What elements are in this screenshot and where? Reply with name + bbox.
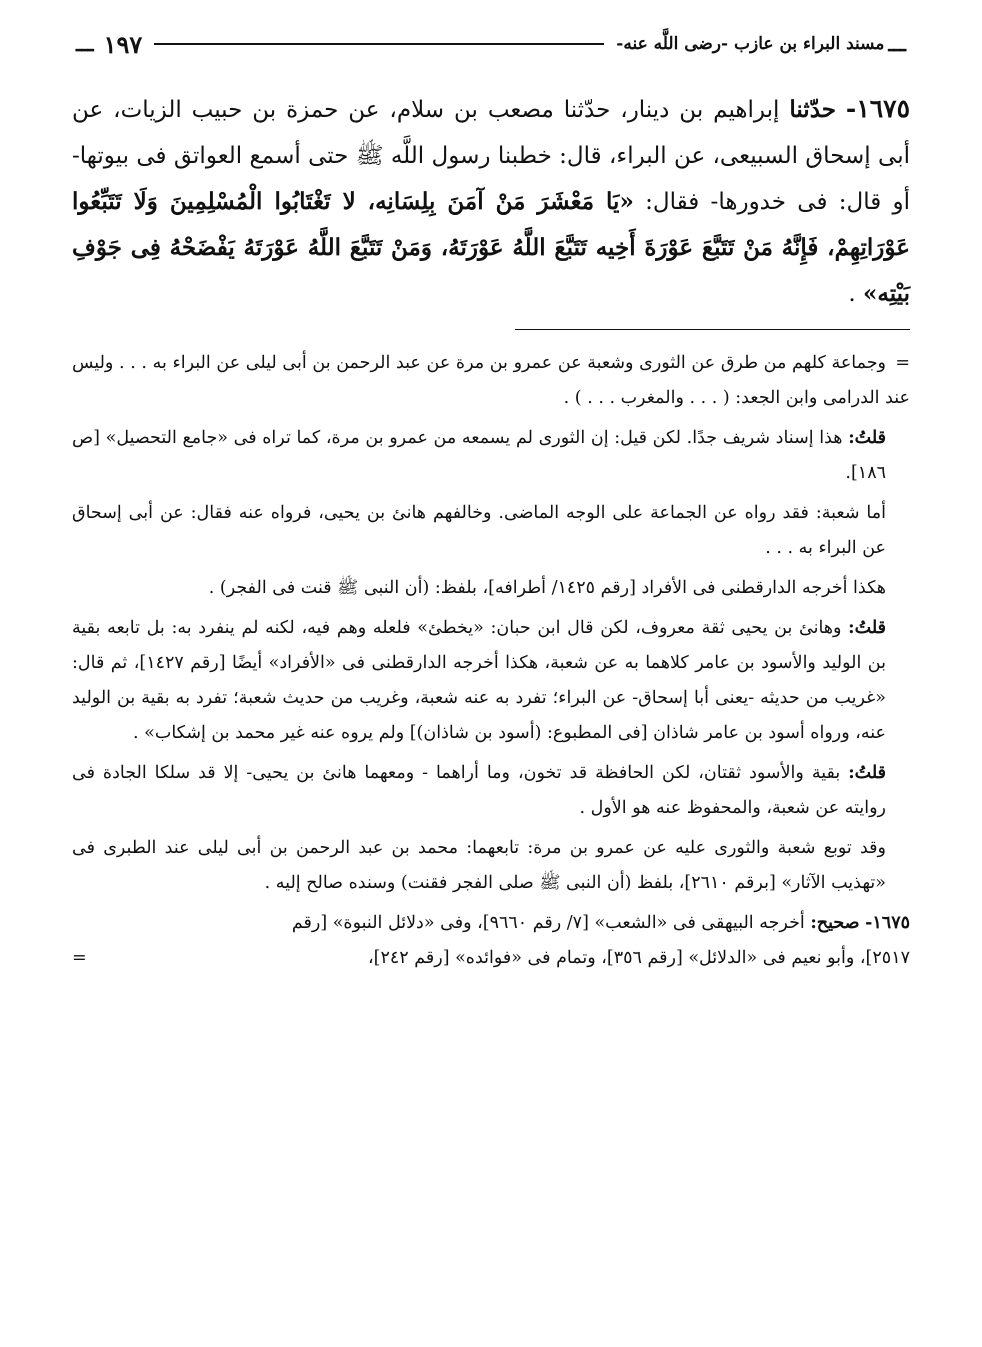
footnote-paragraph [72,496,910,566]
footnote-text: أخرجه البيهقى فى «الشعب» [٧/ رقم ٩٦٦٠]، وفى «دلائل النبوة» [رقم [291,913,805,933]
footnotes [72,346,910,976]
footnote-label: قلتُ: [848,618,886,638]
header-rule [154,43,604,45]
footnote-text: أما شعبة: فقد رواه عن الجماعة على الوجه الماضى. وخالفهم هانئ بن يحيى، فرواه عنه فقال: عن أبى إسحاق عن البراء به . . . [72,503,886,558]
running-title: مسند البراء بن عازب -رضى اللَّه عنه- [616,34,885,54]
footnote-paragraph [72,421,910,491]
footnote-text: ٢٥١٧]، وأبو نعيم فى «الدلائل» [رقم ٣٥٦]، وتمام فى «فوائده» [رقم ٢٤٢]، [367,948,910,968]
header-dash-left: ـــ [76,32,94,56]
hadith-number: ١٦٧٥- [845,94,911,123]
continuation-mark: = [895,353,910,373]
footnote-paragraph [72,611,910,751]
footnote-separator [515,329,910,330]
footnote-text: هذا إسناد شريف جدًا. لكن قيل: إن الثورى لم يسمعه من عمرو بن مرة، كما تراه فى «جامع التحصيل» [ص ١٨٦]. [72,428,886,483]
footnote-text: وهانئ بن يحيى ثقة معروف، لكن قال ابن حبان: «يخطئ» فلعله وهم فيه، لكنه لم ينفرد به: بل تابعه بقية بن الوليد والأسود بن عامر كلاهما به عن شعبة، هكذا أخرجه الدارقطنى فى «الأفراد» أيضًا [رقم ١٤٢٧]، ثم قال: «غريب من حديثه -يعنى أبا إسحاق- عن البراء؛ تفرد به عنه شعبة، وغريب من حديث شعبة؛ تفرد به بقية بن الوليد عنه، ورواه أسود بن عامر شاذان [فى المطبوع: (أسود بن شاذان)] ولم يروه عنه غير محمد بن إشكاب» . [72,618,886,743]
footnote-text: بقية والأسود ثقتان، لكن الحافظة قد تخون، وما أراهما - ومعهما هانئ بن يحيى- إلا قد سلكا الجادة فى روايته عن شعبة، والمحفوظ عنه هو الأول . [72,763,886,818]
footnote-text: وقد توبع شعبة والثورى عليه عن عمرو بن مرة: تابعهما: محمد بن عبد الرحمن بن أبى ليلى عند الطبرى فى «تهذيب الآثار» [برقم ٢٦١٠]، بلفظ (أن النبى ﷺ صلى الفجر فقنت) وسنده صالح إليه . [72,838,886,893]
footnote-paragraph [72,346,910,416]
footnote-last-line [72,941,910,976]
hadith-end: . [848,281,856,307]
header-dash-right: ـــ [888,32,906,56]
continuation-mark-end: = [72,948,87,968]
footnote-text: وجماعة كلهم من طرق عن الثورى وشعبة عن عمرو بن مرة عن عبد الرحمن بن أبى ليلى عن البراء به . . . وليس عند الدرامى وابن الجعد: ( . . . والمغرب . . . ) . [72,353,910,408]
footnote-paragraph [72,756,910,826]
footnote-paragraph [72,571,910,606]
hadith-lead-word: حدّثنا [789,96,836,123]
footnote-hadith-number: ١٦٧٥- [865,913,910,933]
hadith-matn: «يَا مَعْشَرَ مَنْ آمَنَ بِلِسَانِه، لا تَغْتَابُوا الْمُسْلِمِينَ وَلَا تَتَبِّعُوا عَوْرَاتِهِمْ، فَإِنَّهُ مَنْ تَتَبَّعَ عَوْرَةَ أَخِيه تَتَبَّعَ اللَّهُ عَوْرَتَهُ، وَمَنْ تَتَبَّعَ اللَّهُ عَوْرَتَهُ يَفْضَحْهُ فِى جَوْفِ بَيْتِه» [72,188,910,307]
footnote-label: قلتُ: [848,428,886,448]
footnote-label: قلتُ: [848,763,886,783]
hadith-isnad: إبراهيم بن دينار، حدّثنا مصعب بن سلام، عن حمزة بن حبيب الزيات، عن أبى إسحاق السبيعى، عن البراء، قال: خطبنا رسول اللَّه ﷺ حتى أسمع العواتق فى بيوتها- أو قال: فى خدورها- فقال: [72,97,911,215]
page [72,22,910,981]
footnote-paragraph [72,831,910,901]
page-number: ١٩٧ [103,29,143,59]
footnote-hadith-takhrij [72,906,910,976]
running-header [72,22,910,66]
footnote-text: هكذا أخرجه الدارقطنى فى الأفراد [رقم ١٤٢٥/ أطرافه]، بلفظ: (أن النبى ﷺ قنت فى الفجر) . [208,578,886,598]
footnote-grade: صحيح: [810,913,860,933]
hadith-text [72,86,910,317]
